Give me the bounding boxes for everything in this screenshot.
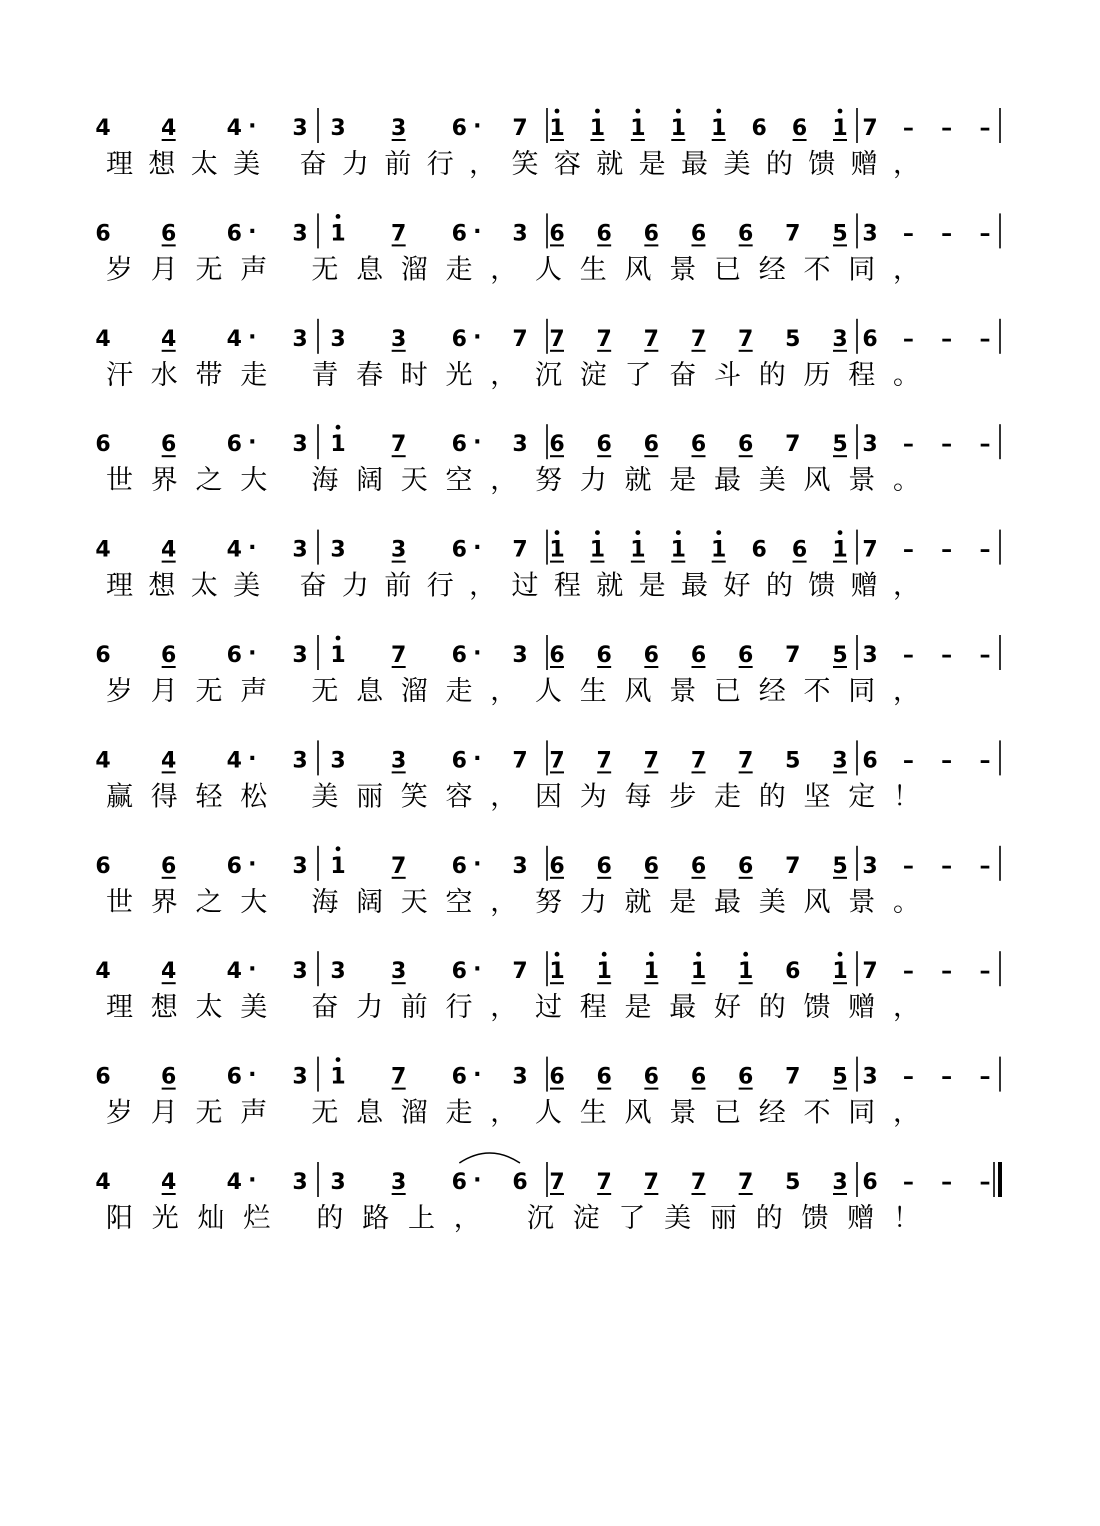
augmentation-dot: · [473,851,482,877]
note-digit: 6 [690,221,707,247]
note-digit: 4 [226,537,242,563]
dash-mark: – [941,116,953,141]
note-digit: 3 [862,853,878,879]
note-digit: 6 [451,748,467,774]
note-digit: 6 [95,643,111,668]
high-octave-dot [336,1057,341,1062]
note-digit: 5 [832,643,848,668]
note-digit: 6 [643,432,659,458]
dash-mark: – [902,432,914,458]
note-digit: 7 [391,643,407,668]
note-digit: 7 [785,221,801,247]
tie-arc [459,1153,520,1163]
high-octave-dot [716,109,721,114]
note-digit: 6 [549,643,565,668]
dash-mark: – [979,1064,991,1090]
dash-mark: – [941,853,953,879]
lyric-line: 岁月无声 无息溜走，人生风景已经不同， [106,254,920,286]
note-digit: 6 [95,1064,111,1090]
high-octave-dot [838,530,843,535]
high-octave-dot [838,952,843,957]
note-digit: 6 [226,432,242,458]
augmentation-dot: · [473,219,482,245]
dash-mark: – [941,432,953,458]
note-digit: 6 [161,221,177,247]
dash-mark: – [941,748,953,774]
note-digit: 6 [738,432,754,458]
note-digit: 6 [690,432,707,458]
augmentation-dot: · [473,746,482,772]
note-digit: 6 [596,643,612,668]
note-digit: 5 [785,326,801,352]
note-digit: 3 [292,432,308,458]
note-digit: 1 [643,959,659,985]
note-digit: 3 [330,1170,346,1195]
note-digit: 3 [292,1170,308,1195]
dash-mark: – [979,432,991,458]
note-digit: 4 [95,1170,111,1195]
dash-mark: – [979,1170,991,1195]
note-digit: 6 [451,116,467,141]
note-digit: 4 [161,326,177,352]
note-digit: 6 [596,1064,612,1090]
dash-mark: – [902,1064,914,1090]
lyric-line: 赢得轻松 美丽笑容，因为每步走的坚定！ [106,781,920,813]
high-octave-dot [555,530,560,535]
high-octave-dot [602,952,607,957]
note-digit: 6 [549,853,565,879]
note-digit: 4 [95,537,111,563]
note-digit: 6 [161,853,177,879]
note-digit: 5 [785,1170,801,1195]
note-digit: 1 [738,959,754,985]
note-digit: 6 [690,853,707,879]
note-digit: 4 [161,748,177,774]
note-digit: 1 [330,432,346,458]
note-digit: 3 [391,748,407,774]
note-digit: 6 [451,1170,467,1195]
note-digit: 4 [95,748,111,774]
note-digit: 6 [226,643,242,668]
lyric-line: 理想太美 奋力前行，过程就是最好的馈赠， [106,570,920,602]
note-digit: 6 [785,959,801,985]
note-digit: 6 [549,1064,565,1090]
lyric-line: 世界之大 海阔天空，努力就是最美风景。 [106,465,920,497]
note-digit: 4 [226,959,242,985]
lyric-line: 岁月无声 无息溜走，人生风景已经不同， [106,676,920,707]
note-digit: 7 [391,853,407,879]
note-digit: 6 [791,537,808,563]
note-digit: 4 [161,537,177,563]
note-digit: 1 [711,537,727,563]
note-digit: 4 [95,116,111,141]
note-digit: 3 [391,959,407,985]
augmentation-dot: · [248,641,257,666]
note-digit: 3 [832,748,848,774]
note-digit: 4 [226,326,242,352]
note-digit: 1 [549,537,565,563]
note-digit: 3 [292,326,308,352]
note-digit: 5 [832,1064,848,1090]
note-digit: 3 [512,432,528,458]
note-digit: 7 [512,959,528,985]
note-digit: 6 [690,1064,707,1090]
note-digit: 5 [832,221,848,247]
note-digit: 5 [832,432,848,458]
note-digit: 3 [512,221,528,247]
note-digit: 7 [512,537,528,563]
note-digit: 3 [292,116,308,141]
note-digit: 7 [643,748,659,774]
high-octave-dot [336,636,341,641]
note-digit: 6 [451,1064,467,1090]
augmentation-dot: · [473,1062,482,1088]
dash-mark: – [902,116,914,141]
high-octave-dot [649,952,654,957]
dash-mark: – [979,748,991,774]
note-digit: 6 [226,1064,242,1090]
lyric-line: 岁月无声 无息溜走，人生风景已经不同， [106,1097,920,1129]
augmentation-dot: · [248,957,257,983]
high-octave-dot [555,109,560,114]
dash-mark: – [979,537,991,563]
note-digit: 7 [643,326,659,352]
note-digit: 7 [785,1064,801,1090]
note-digit: 3 [292,221,308,247]
dash-mark: – [979,959,991,985]
note-digit: 7 [391,221,407,247]
dash-mark: – [979,643,991,668]
note-digit: 3 [292,643,308,668]
lyric-line: 理想太美 奋力前行，过程是最好的馈赠， [106,992,920,1024]
note-digit: 7 [391,432,407,458]
note-digit: 6 [451,432,467,458]
dash-mark: – [902,221,914,247]
note-digit: 6 [643,221,659,247]
high-octave-dot [676,109,681,114]
note-digit: 3 [862,1064,878,1090]
note-digit: 7 [738,326,754,352]
note-digit: 6 [451,853,467,879]
augmentation-dot: · [473,1168,482,1193]
note-digit: 1 [832,116,848,141]
note-digit: 7 [690,1170,707,1195]
note-digit: 3 [292,748,308,774]
note-digit: 3 [862,221,878,247]
dash-mark: – [941,326,953,352]
note-digit: 7 [862,537,878,563]
note-digit: 7 [549,748,565,774]
note-digit: 7 [690,326,707,352]
dash-mark: – [979,116,991,141]
note-digit: 1 [832,537,848,563]
note-digit: 1 [589,116,606,141]
high-octave-dot [336,846,341,851]
dash-mark: – [902,643,914,668]
note-digit: 7 [596,1170,612,1195]
note-digit: 7 [596,326,612,352]
note-digit: 6 [95,221,111,247]
note-digit: 1 [589,537,606,563]
note-digit: 7 [549,1170,565,1195]
augmentation-dot: · [473,957,482,983]
lyric-line: 汗水带走 青春时光，沉淀了奋斗的历程。 [106,359,920,391]
note-digit: 4 [95,959,111,985]
note-digit: 5 [832,853,848,879]
note-digit: 3 [292,1064,308,1090]
high-octave-dot [595,530,600,535]
dash-mark: – [941,1170,953,1195]
high-octave-dot [555,952,560,957]
high-octave-dot [696,952,701,957]
note-digit: 3 [512,853,528,879]
note-digit: 6 [738,643,754,668]
note-digit: 6 [643,1064,659,1090]
note-digit: 7 [549,326,565,352]
augmentation-dot: · [248,1062,257,1088]
lyric-line: 世界之大 海阔天空，努力就是最美风景。 [106,886,920,918]
note-digit: 6 [738,221,754,247]
note-digit: 4 [161,1170,177,1195]
note-digit: 6 [451,643,467,668]
note-digit: 6 [643,853,659,879]
note-digit: 1 [670,116,686,141]
dash-mark: – [979,326,991,352]
note-digit: 6 [451,537,467,563]
note-digit: 6 [95,432,111,458]
note-digit: 7 [785,643,801,668]
dash-mark: – [941,221,953,247]
note-digit: 1 [630,116,646,141]
note-digit: 6 [862,1170,878,1195]
note-digit: 7 [785,432,801,458]
note-digit: 5 [785,748,801,774]
augmentation-dot: · [248,114,257,139]
note-digit: 6 [791,116,808,141]
note-digit: 1 [330,221,346,247]
note-digit: 6 [643,643,659,668]
note-digit: 7 [738,1170,754,1195]
augmentation-dot: · [248,1168,257,1193]
note-digit: 3 [292,853,308,879]
note-digit: 7 [738,748,754,774]
note-digit: 6 [596,221,612,247]
note-digit: 6 [549,221,565,247]
note-digit: 6 [751,116,767,141]
note-digit: 7 [643,1170,659,1195]
dash-mark: – [941,643,953,668]
note-digit: 3 [862,432,878,458]
note-digit: 6 [95,853,111,879]
dash-mark: – [902,537,914,563]
note-digit: 6 [738,853,754,879]
note-digit: 7 [690,748,707,774]
note-digit: 6 [161,432,177,458]
augmentation-dot: · [248,219,257,245]
high-octave-dot [676,530,681,535]
note-digit: 3 [391,1170,407,1195]
note-digit: 1 [630,537,646,563]
note-digit: 1 [330,853,346,879]
note-digit: 4 [226,116,242,141]
note-digit: 7 [785,853,801,879]
dash-mark: – [902,1170,914,1195]
note-digit: 1 [549,959,565,985]
dash-mark: – [902,326,914,352]
lyric-line: 阳光灿烂 的路上， 沉淀了美丽的馈赠！ [106,1203,920,1234]
note-digit: 6 [451,326,467,352]
note-digit: 1 [330,643,346,668]
dash-mark: – [979,221,991,247]
note-digit: 1 [711,116,727,141]
note-digit: 7 [512,748,528,774]
note-digit: 6 [451,959,467,985]
note-digit: 4 [226,748,242,774]
note-digit: 4 [161,959,177,985]
note-digit: 6 [738,1064,754,1090]
note-digit: 1 [330,1064,346,1090]
high-octave-dot [595,109,600,114]
augmentation-dot: · [473,114,482,139]
note-digit: 6 [161,1064,177,1090]
high-octave-dot [635,530,640,535]
high-octave-dot [743,952,748,957]
note-digit: 3 [292,959,308,985]
note-digit: 3 [832,1170,848,1195]
augmentation-dot: · [473,535,482,561]
high-octave-dot [336,214,341,219]
note-digit: 3 [391,537,407,563]
lyric-line: 理想太美 奋力前行，笑容就是最美的馈赠， [106,149,920,180]
augmentation-dot: · [473,641,482,666]
note-digit: 6 [596,432,612,458]
note-digit: 6 [512,1170,528,1195]
note-digit: 3 [391,326,407,352]
high-octave-dot [635,109,640,114]
high-octave-dot [838,109,843,114]
note-digit: 7 [596,748,612,774]
note-digit: 7 [512,116,528,141]
note-digit: 3 [330,326,346,352]
note-digit: 6 [161,643,177,668]
note-digit: 7 [862,959,878,985]
note-digit: 6 [596,853,612,879]
note-digit: 1 [832,959,848,985]
note-digit: 6 [549,432,565,458]
note-digit: 6 [226,221,242,247]
note-digit: 3 [330,748,346,774]
note-digit: 1 [670,537,686,563]
note-digit: 7 [512,326,528,352]
high-octave-dot [336,425,341,430]
note-digit: 6 [226,853,242,879]
augmentation-dot: · [248,324,257,350]
note-digit: 6 [451,221,467,247]
augmentation-dot: · [248,535,257,561]
note-digit: 3 [330,116,346,141]
note-digit: 1 [596,959,612,985]
dash-mark: – [941,1064,953,1090]
augmentation-dot: · [473,430,482,456]
note-digit: 7 [862,116,878,141]
note-digit: 3 [512,1064,528,1090]
note-digit: 6 [862,326,878,352]
note-digit: 1 [549,116,565,141]
note-digit: 3 [330,537,346,563]
note-digit: 3 [512,643,528,668]
augmentation-dot: · [248,746,257,772]
high-octave-dot [716,530,721,535]
note-digit: 3 [391,116,407,141]
dash-mark: – [941,959,953,985]
dash-mark: – [902,853,914,879]
note-digit: 3 [292,537,308,563]
augmentation-dot: · [473,324,482,350]
note-digit: 4 [226,1170,242,1195]
note-digit: 6 [862,748,878,774]
dash-mark: – [902,748,914,774]
note-digit: 4 [95,326,111,352]
augmentation-dot: · [248,430,257,456]
dash-mark: – [902,959,914,985]
augmentation-dot: · [248,851,257,877]
dash-mark: – [941,537,953,563]
note-digit: 7 [391,1064,407,1090]
note-digit: 6 [690,643,707,668]
dash-mark: – [979,853,991,879]
note-digit: 1 [690,959,707,985]
note-digit: 6 [751,537,767,563]
note-digit: 3 [832,326,848,352]
note-digit: 3 [330,959,346,985]
note-digit: 3 [862,643,878,668]
note-digit: 4 [161,116,177,141]
